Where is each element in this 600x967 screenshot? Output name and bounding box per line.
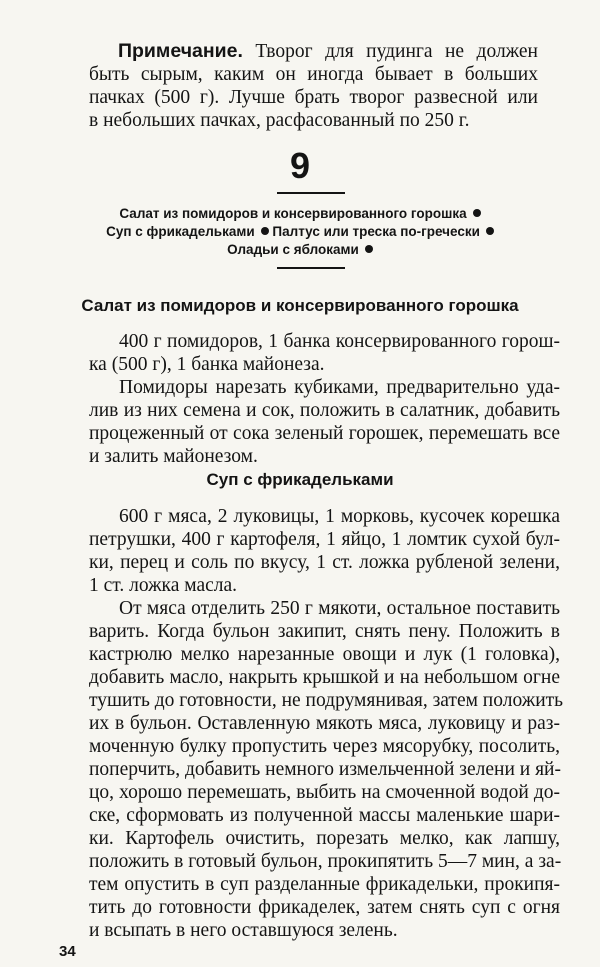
chapter-number: 9 xyxy=(289,145,311,186)
page-number: 34 xyxy=(59,943,76,960)
text-line: тем опустить в суп разделанные фрикадельки, прокипя- xyxy=(89,874,560,895)
text-line: ске, сформовать из полученной массы маленькие шари- xyxy=(89,805,560,826)
text-line: их в бульон. Оставленную мякоть мяса, луковицу и раз- xyxy=(89,713,560,734)
menu-line-1 xyxy=(0,205,600,223)
menu-item-3: Палтус или треска по-гречески xyxy=(272,224,480,239)
note-label: Примечание. xyxy=(118,40,243,62)
text-line: ки, перец и соль по вкусу, 1 ст. ложка рубленой зелени, xyxy=(89,552,560,573)
text-line: и всыпать в него оставшуюся зелень. xyxy=(89,920,398,941)
recipe-title-soup: Суп с фрикадельками xyxy=(206,470,394,489)
note-line-4: в небольших пачках, расфасованный по 250 г. xyxy=(89,110,470,131)
text-line: От мяса отделить 250 г мякоти, остальное поставить xyxy=(119,598,560,619)
text-line: 1 ст. ложка масла. xyxy=(89,575,238,596)
text-line: варить. Когда бульон закипит, снять пену. Положить в xyxy=(89,621,560,642)
text-line: ки. Картофель очистить, порезать мелко, как лапшу, xyxy=(89,828,560,849)
note-line-2: быть сырым, каким он иногда бывает в больших xyxy=(89,64,538,85)
text-line: Помидоры нарезать кубиками, предварительно уда- xyxy=(119,377,560,398)
text-line: лив из них семена и сок, положить в салатник, добавить xyxy=(89,400,560,421)
menu-item-2: Суп с фрикадельками xyxy=(106,224,255,239)
text-line: петрушки, 400 г картофеля, 1 яйцо, 1 ломтик сухой бул- xyxy=(89,529,560,550)
text-line: и залить майонезом. xyxy=(89,446,258,467)
note-line-3: пачках (500 г). Лучше брать творог развесной или xyxy=(89,87,538,108)
bullet-icon xyxy=(486,227,494,235)
text-line: тушить до готовности, не подрумянивая, затем положить xyxy=(89,690,564,711)
text-line: положить в готовый бульон, прокипятить 5—7 мин, а за- xyxy=(89,851,562,872)
bullet-icon xyxy=(365,245,373,253)
chapter-rule-top xyxy=(277,192,345,194)
menu-item-4: Оладьи с яблоками xyxy=(227,242,359,257)
text-line: ка (500 г), 1 банка майонеза. xyxy=(89,354,325,375)
text-line: 400 г помидоров, 1 банка консервированного горош- xyxy=(119,331,560,352)
text-line: процеженный от сока зеленый горошек, перемешать все xyxy=(89,423,560,444)
menu-line-3 xyxy=(0,241,600,259)
text-line: кастрюлю мелко нарезанные овощи и лук (1 головка), xyxy=(89,644,560,665)
text-line: моченную булку пропустить через мясорубку, посолить, xyxy=(89,736,560,757)
bullet-icon xyxy=(261,227,269,235)
chapter-rule-bottom xyxy=(277,267,345,269)
text-line: поперчить, добавить немного измельченной зелени и яй- xyxy=(89,759,561,780)
text-line: 600 г мяса, 2 луковицы, 1 морковь, кусочек корешка xyxy=(119,506,560,527)
bullet-icon xyxy=(473,209,481,217)
recipe-title-salad: Салат из помидоров и консервированного горошка xyxy=(81,296,519,315)
text-line: тить до готовности фрикаделек, затем снять суп с огня xyxy=(89,897,560,918)
text-line: добавить масло, накрыть крышкой и на небольшом огне xyxy=(89,667,560,688)
note-line-1: Примечание. Творог для пудинга не должен xyxy=(118,40,538,62)
menu-line-2 xyxy=(0,223,600,241)
text-line: цо, хорошо перемешать, выбить на смоченной водой до- xyxy=(89,782,560,803)
menu-item-1: Салат из помидоров и консервированного горошка xyxy=(119,206,467,221)
